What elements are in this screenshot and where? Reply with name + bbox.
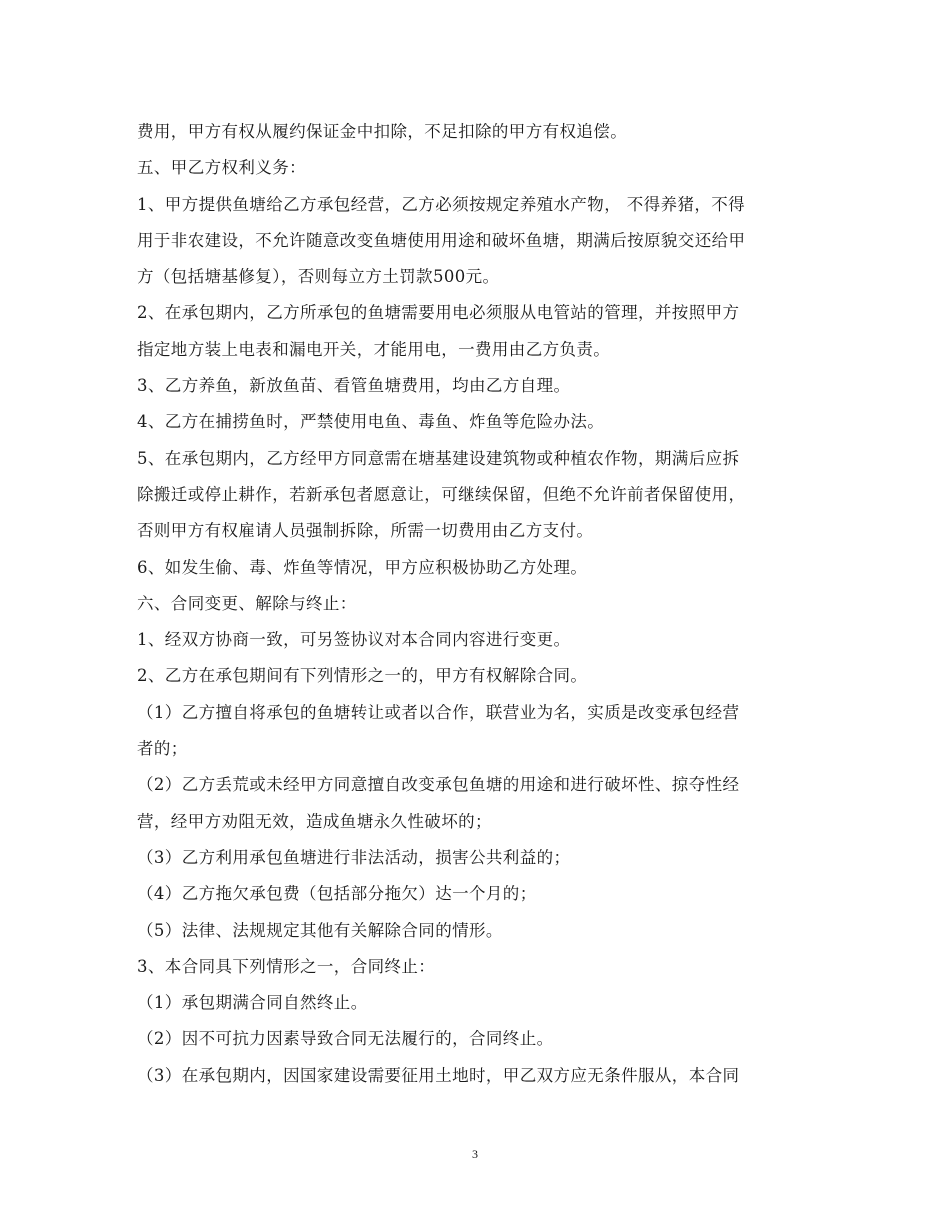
body-line: 2、在承包期内，乙方所承包的鱼塘需要用电必须服从电管站的管理，并按照甲方 (137, 303, 740, 323)
body-line: 用于非农建设，不允许随意改变鱼塘使用用途和破坏鱼塘，期满后按原貌交还给甲 (137, 230, 746, 250)
body-line: （5）法律、法规规定其他有关解除合同的情形。 (137, 920, 503, 940)
body-line: （2）因不可抗力因素导致合同无法履行的，合同终止。 (137, 1029, 554, 1049)
body-line: 5、在承包期内，乙方经甲方同意需在塘基建设建筑物或种植农作物，期满后应拆 (137, 448, 740, 468)
body-line: （1）乙方擅自将承包的鱼塘转让或者以合作，联营业为名，实质是改变承包经营 (137, 702, 740, 722)
body-line: （4）乙方拖欠承包费（包括部分拖欠）达一个月的； (137, 884, 537, 904)
document-body (137, 114, 815, 1094)
body-line: 方（包括塘基修复），否则每立方土罚款500元。 (137, 267, 500, 287)
body-line: 3、乙方养鱼，新放鱼苗、看管鱼塘费用，均由乙方自理。 (137, 376, 571, 396)
body-line: 费用，甲方有权从履约保证金中扣除，不足扣除的甲方有权追偿。 (137, 122, 628, 141)
body-line: 4、乙方在捕捞鱼时，严禁使用电鱼、毒鱼、炸鱼等危险办法。 (137, 412, 605, 432)
section-heading: 五、甲乙方权利义务： (137, 158, 306, 178)
body-line: 否则甲方有权雇请人员强制拆除，所需一切费用由乙方支付。 (137, 521, 594, 541)
body-line: 6、如发生偷、毒、炸鱼等情况，甲方应积极协助乙方处理。 (137, 557, 588, 577)
body-line: 除搬迁或停止耕作，若新承包者愿意让，可继续保留，但绝不允许前者保留使用， (137, 484, 746, 504)
body-line: 1、甲方提供鱼塘给乙方承包经营，乙方必须按规定养殖水产物， 不得养猪，不得 (137, 194, 746, 214)
body-line: 1、经双方协商一致，可另签协议对本合同内容进行变更。 (137, 630, 571, 650)
body-line: 2、乙方在承包期间有下列情形之一的，甲方有权解除合同。 (137, 666, 588, 686)
body-line: （2）乙方丢荒或未经甲方同意擅自改变承包鱼塘的用途和进行破坏性、掠夺性经 (137, 775, 740, 795)
body-line: （3）在承包期内，因国家建设需要征用土地时，甲乙双方应无条件服从，本合同 (137, 1065, 740, 1085)
body-line: （3）乙方利用承包鱼塘进行非法活动，损害公共利益的； (137, 847, 571, 867)
body-line: 3、本合同具下列情形之一，合同终止： (137, 956, 436, 976)
body-line: 指定地方装上电表和漏电开关，才能用电，一费用由乙方负责。 (137, 339, 611, 359)
section-heading: 六、合同变更、解除与终止： (137, 593, 357, 613)
body-line: （1）承包期满合同自然终止。 (137, 993, 368, 1013)
body-line: 营，经甲方劝阻无效，造成鱼塘永久性破坏的； (137, 811, 492, 831)
body-line: 者的； (137, 739, 188, 759)
page-number: 3 (472, 1147, 478, 1161)
